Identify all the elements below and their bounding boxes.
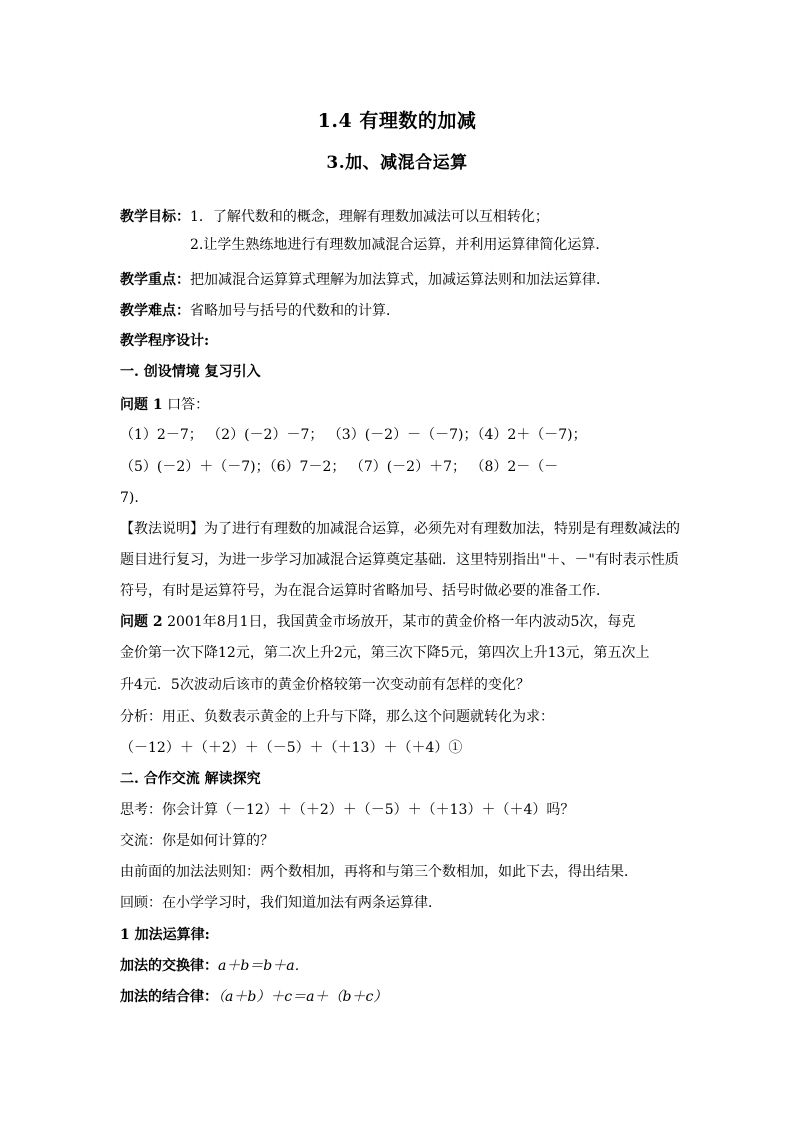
rule-line: 由前面的加法法则知：两个数相加，再将和与第三个数相加，如此下去，得出结果． <box>120 864 638 880</box>
question-2-line-2: 金价第一次下降12元，第二次上升2元，第三次下降5元，第四次上升13元，第五次上 <box>120 645 650 661</box>
question-2-line-1 <box>120 612 680 632</box>
key-point-line <box>120 270 680 290</box>
goal-label: 教学目标： <box>120 209 190 225</box>
difficulty-text: 省略加号与括号的代数和的计算． <box>190 303 400 319</box>
difficulty-label: 教学难点： <box>120 303 190 319</box>
expression-line: （－12）＋（＋2）＋（－5）＋（＋13）＋（＋4）① <box>120 740 463 756</box>
goal-line-2 <box>190 235 750 255</box>
goal-text-2: 2.让学生熟练地进行有理数加减混合运算，并利用运算律简化运算． <box>190 237 610 253</box>
analysis-line: 分析：用正、负数表示黄金的上升与下降，那么这个问题就转化为求： <box>120 709 554 725</box>
goal-text-1: 1．了解代数和的概念，理解有理数加减法可以互相转化； <box>190 209 549 225</box>
commutative-law-label: 加法的交换律： <box>120 958 218 974</box>
associative-law-line <box>120 987 680 1007</box>
question-2-line-3: 升4元．5次波动后该市的黄金价格较第一次变动前有怎样的变化？ <box>120 677 530 693</box>
operation-law-heading: 1 加法运算律: <box>120 927 210 943</box>
goal-line-1 <box>120 207 680 227</box>
page-subtitle: 3.加、减混合运算 <box>326 153 468 173</box>
question-1-label: 问题 1 <box>120 397 163 413</box>
commutative-law-line <box>120 956 680 976</box>
exercise-line-1: （1）2－7； （2）(－2）－7； （3）(－2）－（－7)；（4）2＋（－7)； <box>120 427 587 443</box>
associative-law-label: 加法的结合律： <box>120 989 218 1005</box>
page-title: 1.4 有理数的加减 <box>317 110 477 132</box>
commutative-law-formula: a＋b＝b＋a． <box>218 958 309 974</box>
associative-law-formula: （a＋b）＋c＝a＋（b＋c） <box>218 989 388 1005</box>
difficulty-line <box>120 301 680 321</box>
method-note-line-3: 符号，有时是运算符号，为在混合运算时省略加号、括号时做必要的准备工作． <box>120 583 610 599</box>
question-2-text: 2001年8月1日，我国黄金市场放开，某市的黄金价格一年内波动5次，每克 <box>162 614 636 630</box>
think-line: 思考：你会计算（－12）＋（＋2）＋（－5）＋（＋13）＋（＋4）吗？ <box>120 802 575 818</box>
question-1-text: 口答： <box>162 397 210 413</box>
method-note-line-2: 题目进行复习，为进一步学习加减混合运算奠定基础．这里特别指出"＋、－"有时表示性质 <box>120 552 679 568</box>
method-note-line-1: 【教法说明】为了进行有理数的加减混合运算，必须先对有理数加法，特别是有理数减法的 <box>120 521 680 537</box>
review-line: 回顾：在小学学习时，我们知道加法有两条运算律． <box>120 895 442 911</box>
exercise-line-2: （5）(－2）＋（－7)；（6）7－2； （7）(－2）＋7； （8）2－（－ <box>120 459 559 475</box>
section-1-heading: 一. 创设情境 复习引入 <box>120 364 261 380</box>
key-point-text: 把加减混合运算算式理解为加法算式，加减运算法则和加法运算律． <box>190 272 610 288</box>
question-1-line <box>120 395 680 415</box>
exchange-line: 交流：你是如何计算的？ <box>120 833 274 849</box>
exercise-line-3: 7). <box>120 490 139 506</box>
key-point-label: 教学重点： <box>120 272 190 288</box>
question-2-label: 问题 2 <box>120 614 163 630</box>
procedure-heading: 教学程序设计: <box>120 333 210 349</box>
section-2-heading: 二. 合作交流 解读探究 <box>120 771 261 787</box>
